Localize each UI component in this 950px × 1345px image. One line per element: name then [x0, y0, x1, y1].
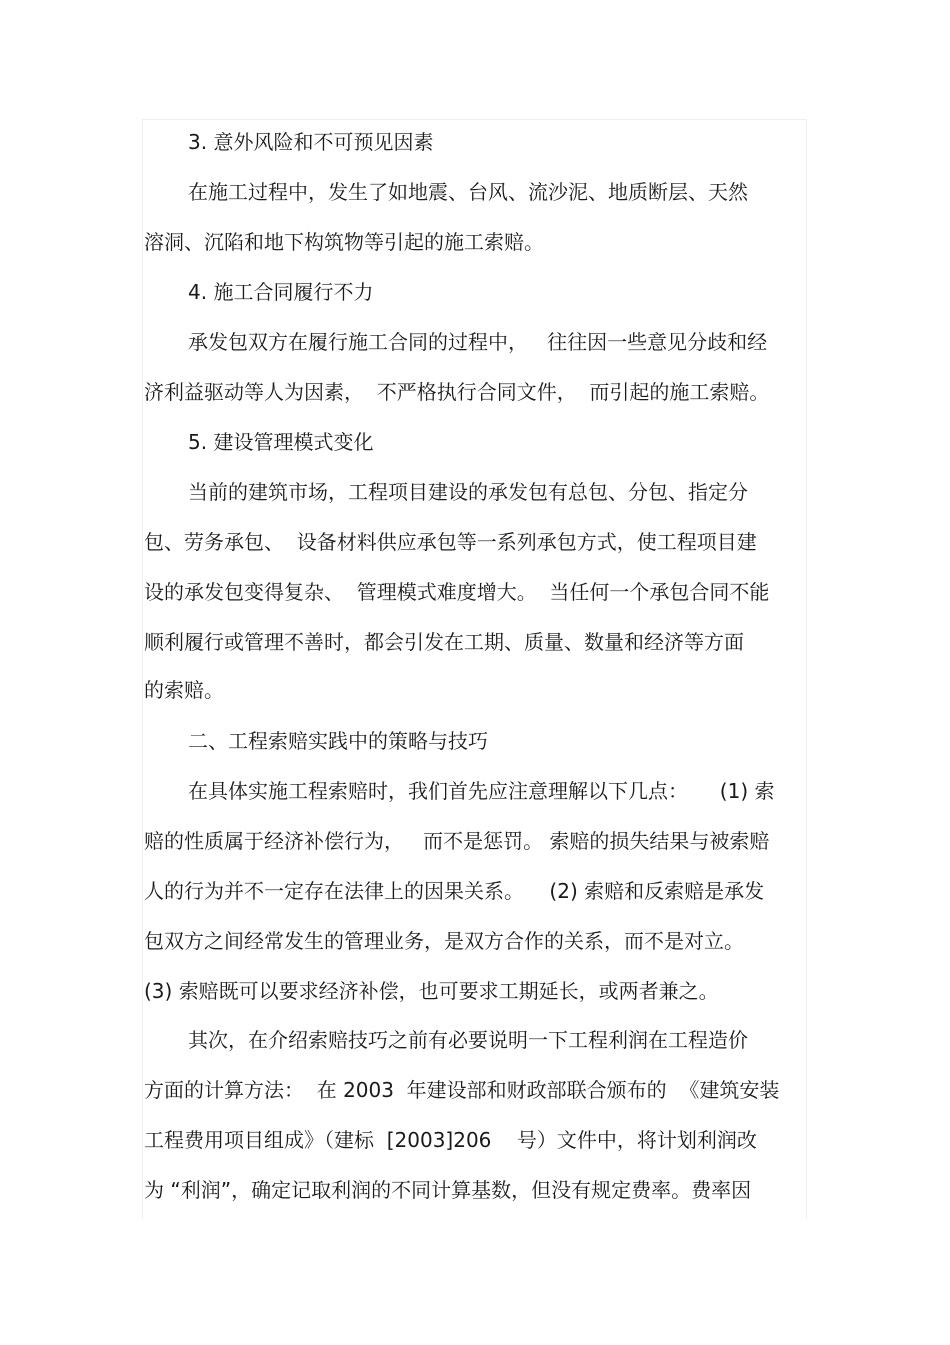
- section-heading: 二、工程索赔实践中的策略与技巧: [188, 729, 488, 753]
- paragraph-line: 溶洞、沉陷和地下构筑物等引起的施工索赔。: [144, 230, 544, 254]
- paragraph-line: 包、劳务承包、 设备材料供应承包等一系列承包方式，使工程项目建: [144, 530, 757, 554]
- paragraph-line: 济利益驱动等人为因素， 不严格执行合同文件， 而引起的施工索赔。: [144, 380, 770, 404]
- heading-4: 4. 施工合同履行不力: [188, 280, 374, 304]
- paragraph-line: 的索赔。: [144, 678, 224, 702]
- paragraph-line: 承发包双方在履行施工合同的过程中， 往往因一些意见分歧和经: [188, 330, 768, 354]
- paragraph-line: 在具体实施工程索赔时，我们首先应注意理解以下几点： (1) 索: [188, 779, 775, 803]
- paragraph-line: 赔的性质属于经济补偿行为， 而不是惩罚。 索赔的损失结果与被索赔: [144, 829, 770, 853]
- paragraph-line: 在施工过程中，发生了如地震、台风、流沙泥、地质断层、天然: [188, 180, 748, 204]
- paragraph-line: 方面的计算方法： 在 2003 年建设部和财政部联合颁布的 《建筑安装: [144, 1078, 780, 1102]
- paragraph-line: 工程费用项目组成》（建标 [2003]206 号）文件中，将计划利润改: [144, 1128, 757, 1152]
- paragraph-line: 为 “利润”，确定记取利润的不同计算基数，但没有规定费率。费率因: [144, 1178, 752, 1202]
- paragraph-line: 当前的建筑市场，工程项目建设的承发包有总包、分包、指定分: [188, 480, 748, 504]
- paragraph-line: 人的行为并不一定存在法律上的因果关系。 (2) 索赔和反索赔是承发: [144, 879, 765, 903]
- paragraph-line: 顺利履行或管理不善时，都会引发在工期、质量、数量和经济等方面: [144, 630, 744, 654]
- paragraph-line: 其次，在介绍索赔技巧之前有必要说明一下工程利润在工程造价: [188, 1028, 748, 1052]
- paragraph-line: 设的承发包变得复杂、 管理模式难度增大。 当任何一个承包合同不能: [144, 580, 770, 604]
- heading-5: 5. 建设管理模式变化: [188, 430, 374, 454]
- heading-3: 3. 意外风险和不可预见因素: [188, 130, 434, 154]
- paragraph-line: (3) 索赔既可以要求经济补偿，也可要求工期延长，或两者兼之。: [144, 979, 719, 1003]
- paragraph-line: 包双方之间经常发生的管理业务，是双方合作的关系，而不是对立。: [144, 929, 744, 953]
